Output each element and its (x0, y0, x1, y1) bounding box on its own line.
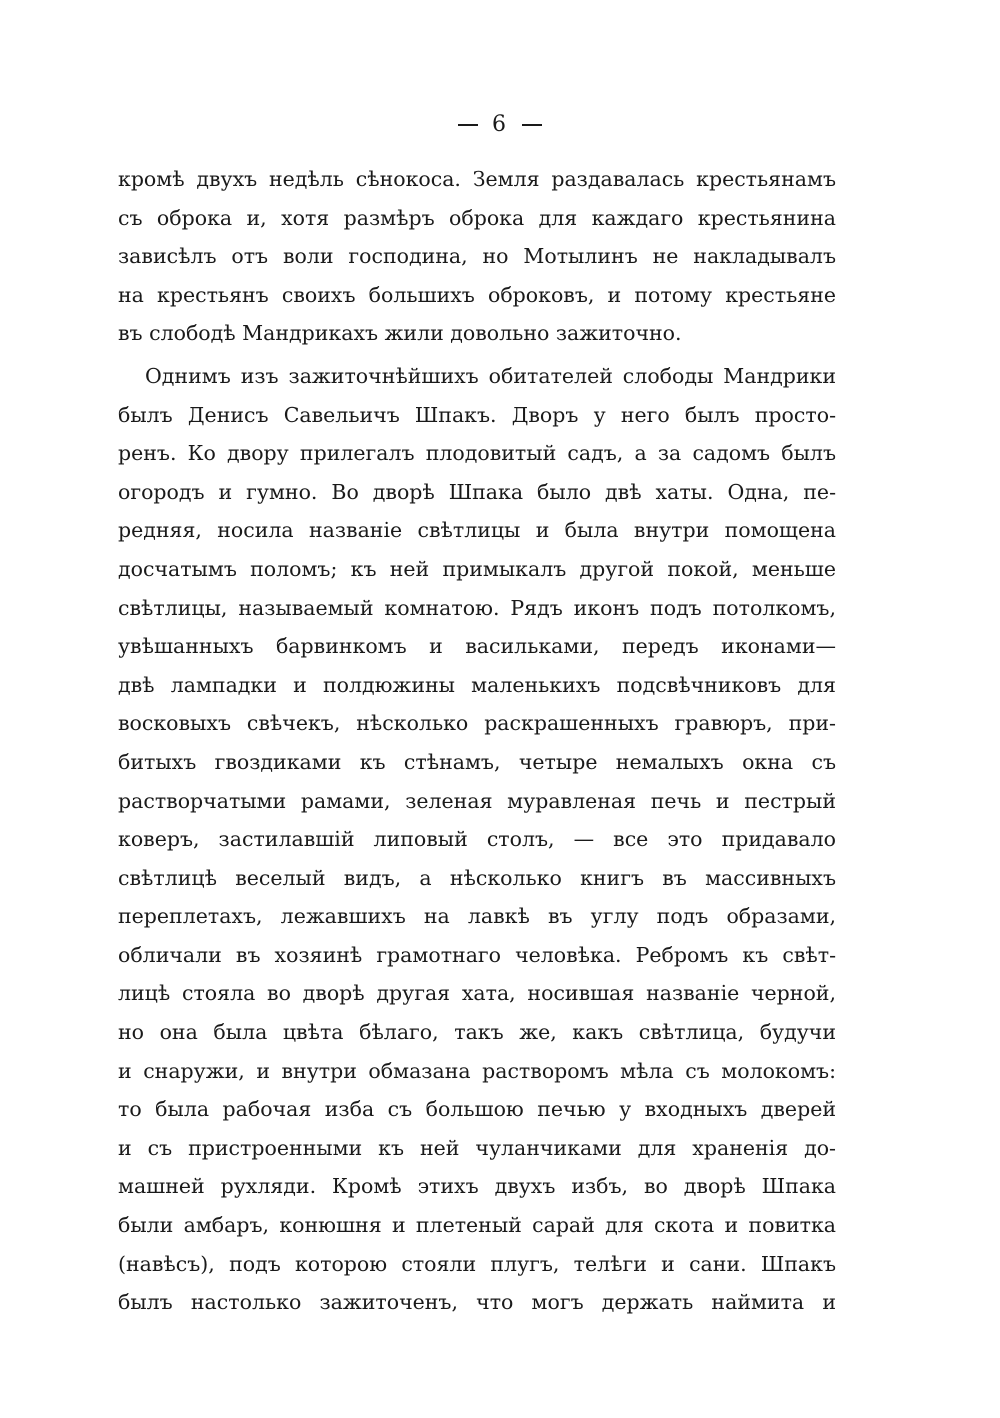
page-header (0, 112, 1000, 137)
header-dash-right (522, 124, 542, 126)
text-line: былъ настолько зажиточенъ, что могъ держать наймита и (118, 1290, 836, 1315)
text-line: двѣ лампадки и полдюжины маленькихъ подсвѣчниковъ для (118, 672, 836, 697)
text-line: коверъ, застилавшій липовый столъ, — все это придавало (118, 827, 836, 852)
text-line: Однимъ изъ зажиточнѣйшихъ обитателей слободы Мандрики (145, 363, 836, 388)
text-line: досчатымъ поломъ; къ ней примыкалъ другой покой, меньше (118, 556, 836, 581)
text-line: лицѣ стояла во дворѣ другая хата, носившая названіе черной, (118, 981, 836, 1006)
text-line: и снаружи, и внутри обмазана растворомъ мѣла съ молокомъ: (118, 1058, 836, 1083)
text-line: переплетахъ, лежавшихъ на лавкѣ въ углу подъ образами, (118, 904, 836, 929)
text-line: свѣтлицѣ веселый видъ, а нѣсколько книгъ въ массивныхъ (118, 865, 836, 890)
text-line: растворчатыми рамами, зеленая муравленая печь и пестрый (118, 788, 836, 813)
body-text (118, 160, 836, 1322)
text-line: былъ Денисъ Савельичъ Шпакъ. Дворъ у него былъ просто- (118, 402, 836, 427)
text-line: свѣтлицы, называемый комнатою. Рядъ иконъ подъ потолкомъ, (118, 595, 836, 620)
text-line: но она была цвѣта бѣлаго, такъ же, какъ свѣтлица, будучи (118, 1020, 836, 1045)
text-line: кромѣ двухъ недѣль сѣнокоса. Земля раздавалась крестьянамъ (118, 167, 836, 191)
text-line: восковыхъ свѣчекъ, нѣсколько раскрашенныхъ гравюръ, при- (118, 711, 836, 736)
text-line: увѣшанныхъ барвинкомъ и васильками, передъ иконами— (118, 634, 836, 659)
text-line: на крестьянъ своихъ большихъ оброковъ, и потому крестьяне (118, 282, 836, 307)
text-line: машней рухляди. Кромѣ этихъ двухъ избъ, во дворѣ Шпака (118, 1174, 836, 1199)
text-line: огородъ и гумно. Во дворѣ Шпака было двѣ хаты. Одна, пе- (118, 479, 836, 504)
text-line: редняя, носила названіе свѣтлицы и была внутри помощена (118, 518, 836, 543)
text-line: и съ пристроенными къ ней чуланчиками для храненія до- (118, 1135, 836, 1160)
text-line: зависѣлъ отъ воли господина, но Мотылинъ не накладывалъ (118, 244, 836, 269)
text-line: въ слободѣ Мандрикахъ жили довольно зажиточно. (118, 321, 682, 346)
text-line: съ оброка и, хотя размѣръ оброка для каждаго крестьянина (118, 205, 836, 230)
page-number: 6 (492, 112, 508, 137)
text-line: были амбаръ, конюшня и плетеный сарай для скота и повитка (118, 1213, 836, 1238)
text-line: ренъ. Ко двору прилегалъ плодовитый садъ, а за садомъ былъ (118, 441, 836, 466)
text-line: то была рабочая изба съ большою печью у входныхъ дверей (118, 1097, 836, 1122)
header-dash-left (458, 124, 478, 126)
text-line: обличали въ хозяинѣ грамотнаго человѣка. Ребромъ къ свѣт- (118, 942, 836, 967)
text-line: (навѣсъ), подъ которою стояли плугъ, телѣги и сани. Шпакъ (118, 1251, 836, 1276)
text-line: битыхъ гвоздиками къ стѣнамъ, четыре немалыхъ окна съ (118, 749, 836, 774)
